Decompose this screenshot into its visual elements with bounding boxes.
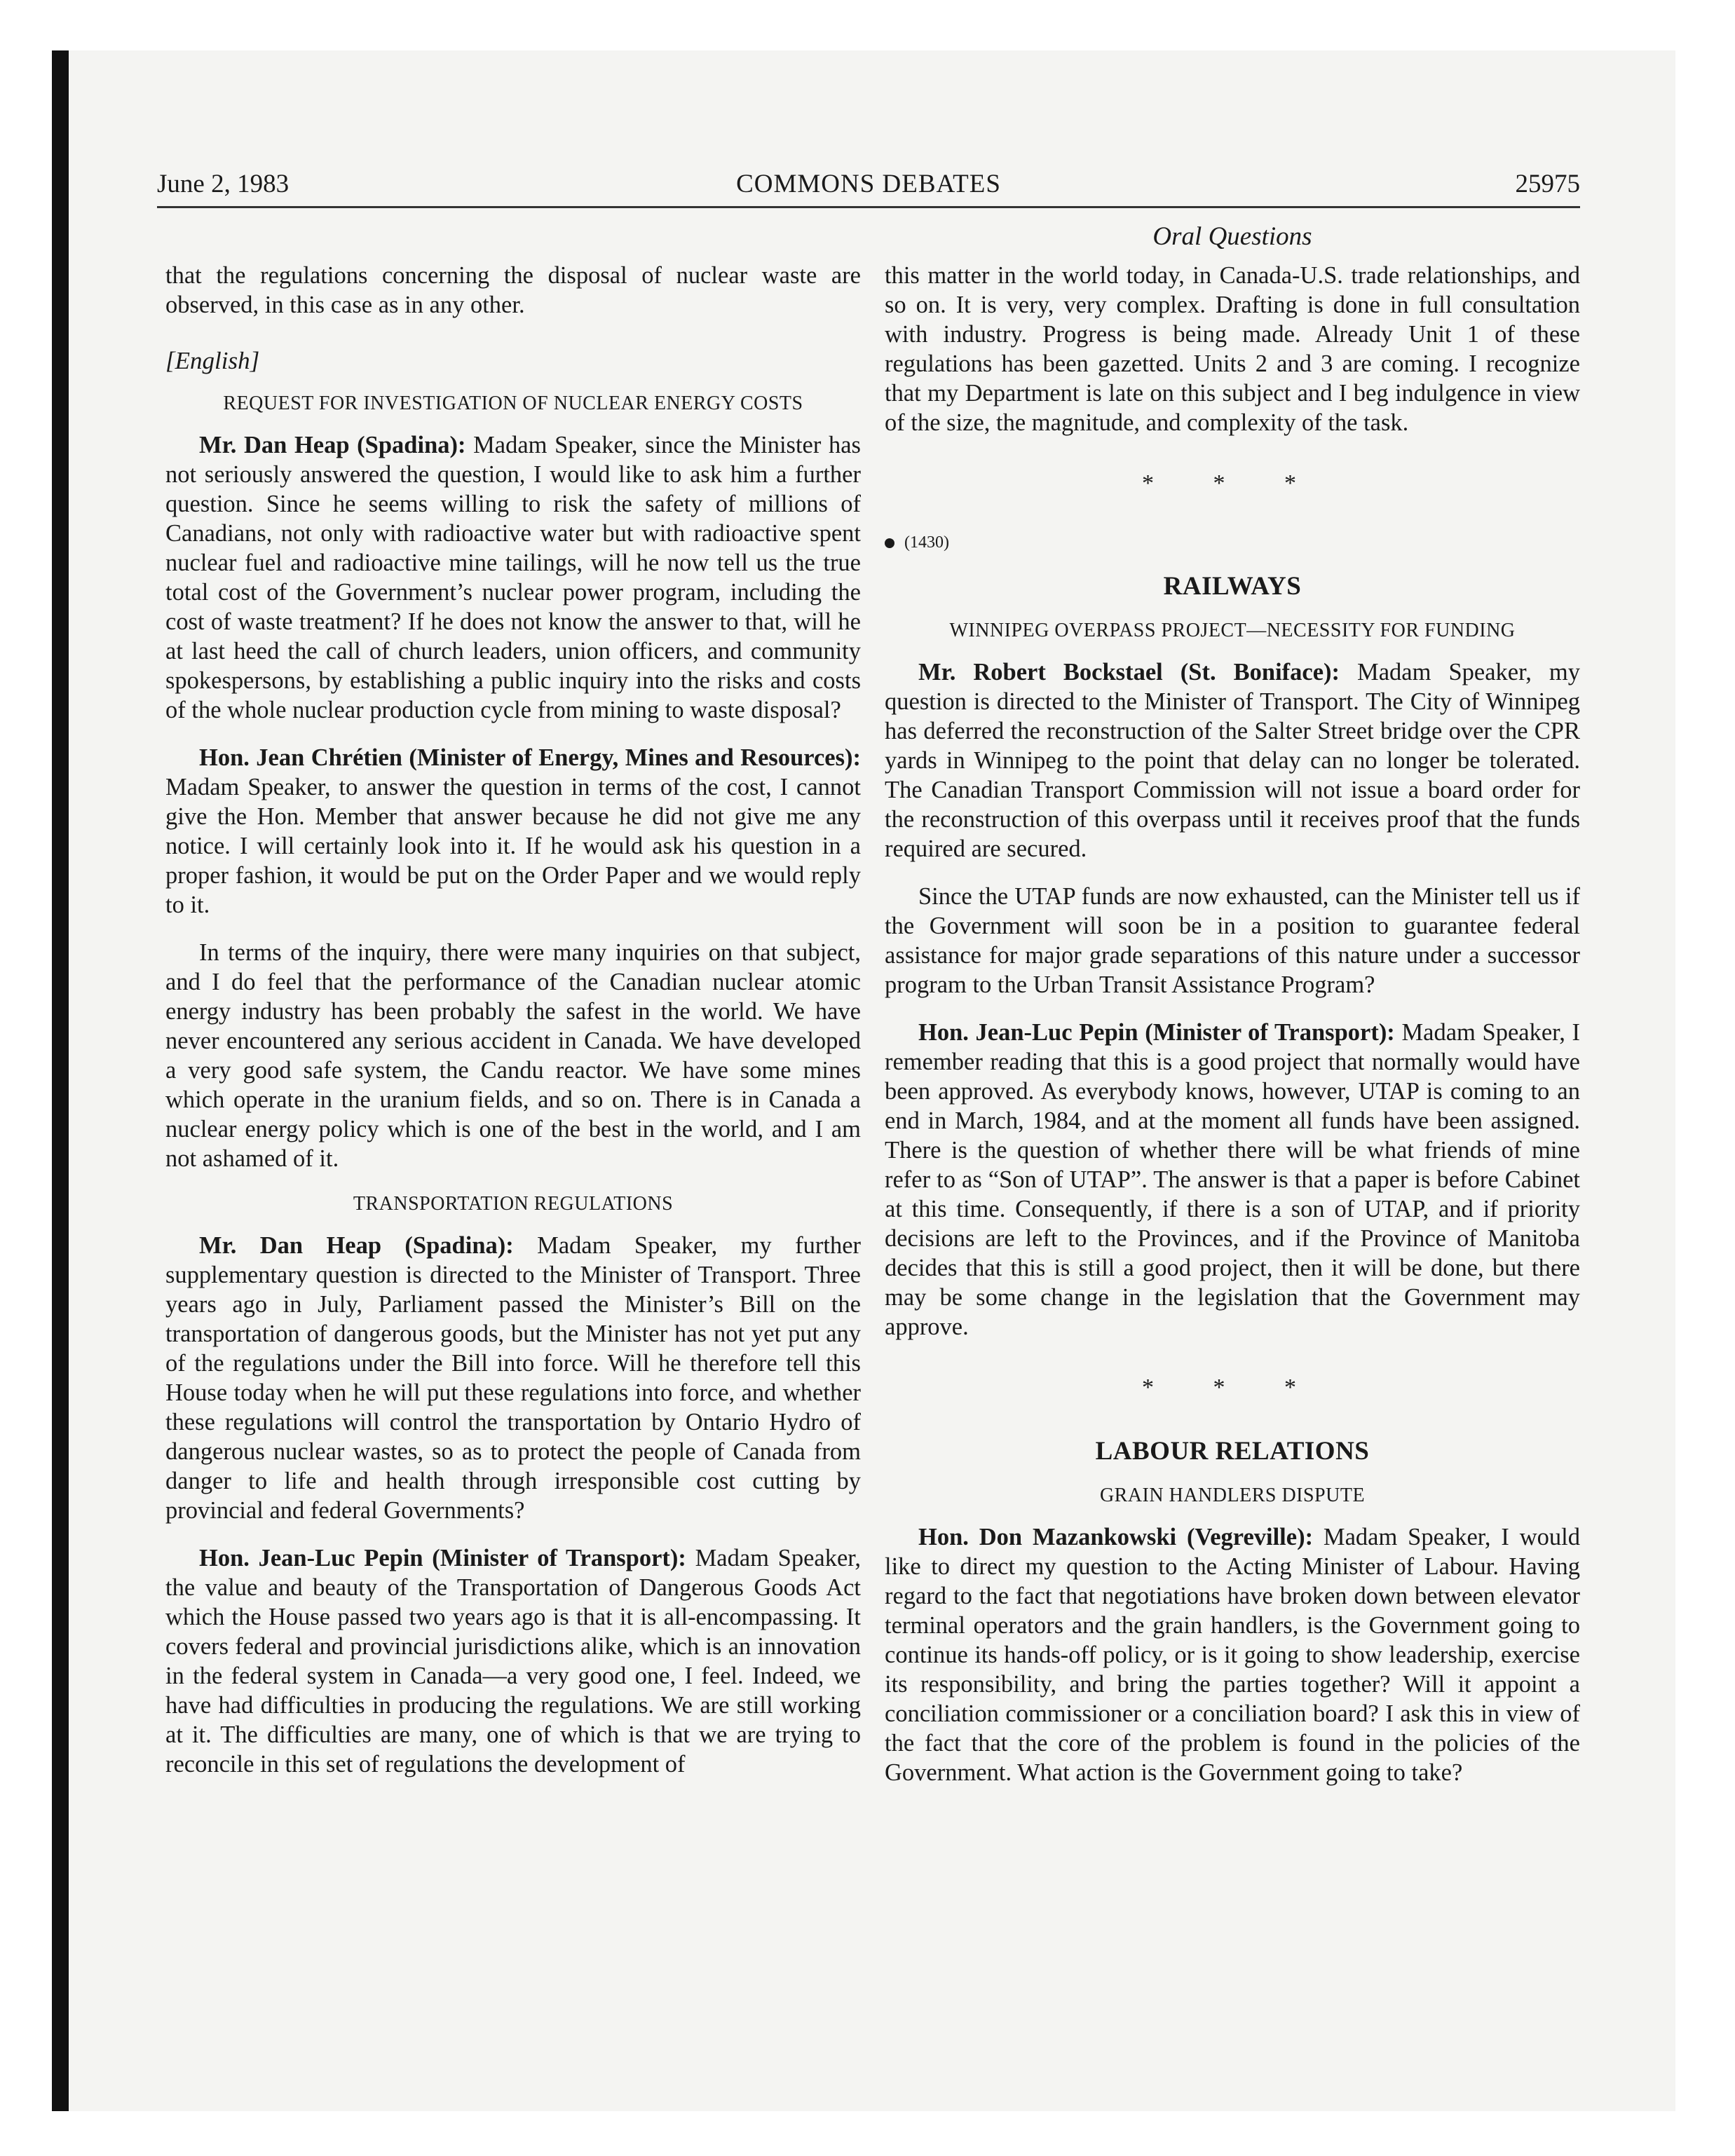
- paragraph-continued: that the regulations concerning the disposal of nuclear waste are observed, in this case as in any other.: [165, 262, 861, 318]
- paragraph-bockstael-question: [885, 657, 1580, 864]
- page-header: [157, 167, 1580, 208]
- section-separator: * * *: [1142, 470, 1323, 496]
- time-marker-text: (1430): [904, 533, 949, 552]
- heading-railways: RAILWAYS: [1163, 572, 1302, 601]
- subheading-grain-handlers: GRAIN HANDLERS DISPUTE: [1099, 1485, 1366, 1506]
- speech-text: Madam Speaker, since the Minister has not seriously answered the question, I would like to ask him a further question. Since he seems willing to risk the safety of millions of Canadians, not only with radioactive water but with radioactive spent nuclear fuel and radioactive mine tailings, will he now tell us the true total cost of the Government’s nuclear power program, including the cost of waste treatment? If he does not know the answer to that, will he at last heed the call of church leaders, union officers, and community spokespersons, by establishing a public inquiry into the risks and costs of the whole nuclear production cycle from mining to waste disposal?: [165, 432, 861, 723]
- paragraph-heap-supplementary: [165, 1231, 861, 1525]
- language-marker: [English]: [165, 347, 260, 374]
- paragraph-pepin-utap-answer: [885, 1018, 1580, 1342]
- section-separator: * * *: [1142, 1374, 1323, 1400]
- subheading-transportation-regulations: TRANSPORTATION REGULATIONS: [353, 1193, 674, 1215]
- right-column: [885, 261, 1580, 1806]
- section-label: Oral Questions: [1152, 222, 1312, 251]
- paragraph-pepin-answer: [165, 1543, 861, 1779]
- speech-text: Madam Speaker, I remember reading that this is a good project that normally would have been approved. As everybody knows, however, UTAP is coming to an end in March, 1984, and at the moment all funds have been assigned. There is the question of whether there will be what friends of mine refer to as “Son of UTAP”. The answer is that a paper is before Cabinet at this time. Consequently, if there is a son of UTAP, and if priority decisions are left to the Provinces, and if the Province of Manitoba decides that this is still a good project, then it will be done, but there may be some change in the legislation that the Government may approve.: [885, 1019, 1581, 1340]
- speech-text: Madam Speaker, to answer the question in terms of the cost, I cannot give the Hon. Member that answer because he did not give me any notice. I will certainly look into it. If he would ask his question in a proper fashion, it would be put on the Order Paper and we would reply to it.: [165, 774, 861, 918]
- paragraph-mazankowski-question: [885, 1522, 1580, 1787]
- scan-edge: [52, 50, 69, 2111]
- time-marker: [885, 531, 1580, 554]
- heading-labour-relations: LABOUR RELATIONS: [1095, 1437, 1370, 1466]
- paragraph-chretien-answer: [165, 743, 861, 920]
- speech-text: Madam Speaker, my question is directed to the Minister of Transport. The City of Winnipeg has deferred the reconstruction of the Salter Street bridge over the CPR yards in Winnipeg to the point that delay can no longer be tolerated. The Canadian Transport Commission will not issue a board order for the reconstruction of this overpass until it receives proof that the funds required are secured.: [885, 659, 1580, 862]
- header-publication: COMMONS DEBATES: [736, 170, 1001, 198]
- speaker-name: Hon. Jean-Luc Pepin (Minister of Transport):: [918, 1019, 1395, 1046]
- paragraph-heap-question: [165, 430, 861, 725]
- speech-text: Madam Speaker, my further supplementary question is directed to the Minister of Transport. Three years ago in July, Parliament passed the Minister’s Bill on the transportation of dangerous goods, but the Minister has not yet put any of the regulations under the Bill into force. Will he therefore tell this House today when he will put these regulations into force, and whether these regulations will control the transportation by Ontario Hydro of dangerous nuclear wastes, so as to protect the people of Canada from danger to life and health through irresponsible cost cutting by provincial and federal Governments?: [165, 1232, 861, 1524]
- speech-text: Madam Speaker, I would like to direct my question to the Acting Minister of Labour. Having regard to the fact that negotiations have broken down between elevator terminal operators and the grain handlers, is the Government going to continue its hands-off policy, or is it going to show leadership, exercise its responsibility, and bring the parties together? Will it appoint a conciliation commissioner or a conciliation board? I ask this in view of the fact that the core of the problem is found in the policies of the Government. What action is the Government going to take?: [885, 1524, 1581, 1786]
- subheading-nuclear-costs: REQUEST FOR INVESTIGATION OF NUCLEAR ENERGY COSTS: [223, 393, 803, 414]
- speaker-name: Mr. Dan Heap (Spadina):: [199, 1232, 514, 1259]
- paragraph-utap-question: Since the UTAP funds are now exhausted, can the Minister tell us if the Government will soon be in a position to guarantee federal assistance for major grade separations of this nature under a successor program to the Urban Transit Assistance Program?: [885, 883, 1580, 998]
- bullet-icon: [885, 538, 894, 548]
- subheading-winnipeg-overpass: WINNIPEG OVERPASS PROJECT—NECESSITY FOR FUNDING: [949, 620, 1516, 641]
- left-column: [165, 261, 861, 1797]
- paragraph-continued: this matter in the world today, in Canada-U.S. trade relationships, and so on. It is very, very complex. Drafting is done in full consultation with industry. Progress is being made. Already Unit 1 of these regulations has been gazetted. Units 2 and 3 are coming. I recognize that my Department is late on this subject and I beg indulgence in view of the size, the magnitude, and complexity of the task.: [885, 262, 1580, 436]
- speaker-name: Hon. Don Mazankowski (Vegreville):: [918, 1524, 1314, 1550]
- speech-text: Madam Speaker, the value and beauty of the Transportation of Dangerous Goods Act which the House passed two years ago is that it is all-encompassing. It covers federal and provincial jurisdictions alike, which is an innovation in the federal system in Canada—a very good one, I feel. Indeed, we have had difficulties in producing the regulations. We are still working at it. The difficulties are many, one of which is that we are trying to reconcile in this set of regulations the development of: [165, 1545, 861, 1778]
- speaker-name: Mr. Dan Heap (Spadina):: [199, 432, 466, 458]
- header-page-number: 25975: [1515, 170, 1580, 198]
- speaker-name: Hon. Jean-Luc Pepin (Minister of Transport):: [199, 1545, 686, 1571]
- speaker-name: Mr. Robert Bockstael (St. Boniface):: [918, 659, 1340, 685]
- speaker-name: Hon. Jean Chrétien (Minister of Energy, Mines and Resources):: [199, 744, 861, 771]
- paragraph-inquiry: In terms of the inquiry, there were many inquiries on that subject, and I do feel that the performance of the Canadian nuclear atomic energy industry has been probably the safest in the world. We have never encountered any serious accident in Canada. We have developed a very good safe system, the Candu reactor. We have some mines which operate in the uranium fields, and so on. There is in Canada a nuclear energy policy which is one of the best in the world, and I am not ashamed of it.: [165, 939, 861, 1172]
- header-date: June 2, 1983: [157, 170, 290, 198]
